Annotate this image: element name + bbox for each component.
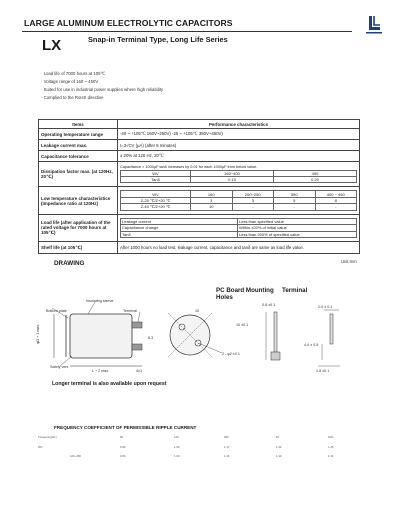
low-temp-wv-cell: 400 ~ 450 xyxy=(315,191,357,197)
label-bottom-plate: Bottom plate xyxy=(46,309,67,313)
label-terminal-c: 1.5 ±0.1 xyxy=(316,369,330,373)
terminal-title: Terminal xyxy=(282,287,308,294)
row-value-shelf: After 1000 hours no load test, leakage current, capacitance and tanδ are same as load life value. xyxy=(118,242,360,254)
low-temp-r1-cell: 3 xyxy=(232,197,274,203)
label-terminal-part: Terminal xyxy=(123,309,137,313)
dissipation-wv-cell: 160~400 xyxy=(191,170,274,176)
dissipation-subtable xyxy=(120,170,357,184)
spec-table xyxy=(38,119,360,254)
low-temp-r1-cell: 3 xyxy=(191,197,233,203)
load-life-item: Capacitance change xyxy=(121,225,238,231)
feature-item: · Complied to the RoHS directive xyxy=(41,95,104,100)
ripple-title: FREQUENCY COEFFICIENT OF PERMISSIBLE RIPPLE CURRENT xyxy=(54,425,197,430)
label-lead-dim: 6.3 xyxy=(148,336,154,340)
label-terminal-d: 2.0 ± 0.1 xyxy=(318,305,333,309)
ripple-cell: 120 xyxy=(174,435,179,439)
row-value-op-temp: -40 ~ +105℃ 160V~250V) -25 ~ +105℃ 350V~450V) xyxy=(118,129,360,140)
row-label-low-temp: Low temperature characteristics (Impedance ratio at 120Hz) xyxy=(39,187,118,215)
low-temp-wv-header: WV xyxy=(121,191,191,197)
label-safety-vent: Safety vent xyxy=(50,365,69,369)
ripple-cell: 1.16 xyxy=(224,454,230,458)
low-temp-wv-cell: 160 xyxy=(191,191,233,197)
ripple-cell: 300 xyxy=(224,435,229,439)
load-life-criterion: Within ±20% of initial value xyxy=(238,225,357,231)
row-value-leakage: I=3√CV (μA) (after 5 minutes) xyxy=(118,140,360,151)
ripple-cell: 1K xyxy=(276,435,280,439)
col-header-performance: Performance characteristics xyxy=(118,120,360,129)
ripple-cell: 0.80 xyxy=(120,445,126,449)
ripple-cell: 1.41 xyxy=(328,454,334,458)
low-temp-r2-cell: - xyxy=(315,204,357,210)
ripple-cell: 50 xyxy=(120,435,124,439)
dissipation-tan-header: Tanδ xyxy=(121,177,191,183)
ripple-cell: 10K~ xyxy=(328,435,335,439)
feature-item: · Load life of 7000 hours at 105℃ xyxy=(41,71,106,76)
low-temp-r1-cell: 8 xyxy=(315,197,357,203)
ripple-cell: 1.30 xyxy=(276,454,282,458)
ripple-cell: 1.45 xyxy=(328,445,334,449)
low-temp-r1-cell: 5 xyxy=(274,197,316,203)
ripple-cell: 0.80 xyxy=(120,454,126,458)
label-terminal-b: 4.0 ± 0.5 xyxy=(304,343,319,347)
ripple-row xyxy=(24,454,380,461)
label-terminal-a: 0.8 ±0.1 xyxy=(262,303,276,307)
label-pcb-spacing: 10 xyxy=(195,309,200,313)
low-temp-subtable xyxy=(120,190,357,210)
dissipation-tan-cell: 0.15 xyxy=(191,177,274,183)
col-header-items: Items xyxy=(39,120,118,129)
label-pcb-hole-dia: 2 - φ2 ±0.1 xyxy=(222,352,240,356)
ripple-cell: 1.17 xyxy=(224,445,230,449)
row-label-cap-tol: Capacitance tolerance xyxy=(39,151,118,162)
label-diameter: φD + 1 max. xyxy=(36,323,40,344)
low-temp-r2-label: Z-40 ℃/Z+20 ℃ xyxy=(121,204,191,210)
load-life-criterion: Less than specified value xyxy=(238,218,357,224)
header-rule xyxy=(22,31,352,32)
load-life-criterion: Less than 200% of specified value xyxy=(238,231,357,237)
low-temp-wv-cell: 350 xyxy=(274,191,316,197)
pcb-holes-drawing xyxy=(162,305,252,365)
pcb-mounting-title: PC Board Mounting Holes xyxy=(216,287,274,301)
ripple-cell: 1.32 xyxy=(276,445,282,449)
row-value-cap-tol: ± 20% at 120 Hz, 20℃ xyxy=(118,151,360,162)
ripple-cell: Frequency(Hz) xyxy=(38,435,57,439)
feature-item: · Suited for use in industrial power supplies where high reliability xyxy=(41,87,164,92)
load-life-subtable xyxy=(120,218,357,238)
series-subtitle: Snap-in Terminal Type, Long Life Series xyxy=(88,35,228,44)
label-insulating-sleeve: Insulating sleeve xyxy=(86,299,114,303)
company-logo xyxy=(365,15,383,35)
dissipation-wv-cell: 450 xyxy=(274,170,357,176)
label-pin-length: 4±1 xyxy=(136,369,143,373)
row-label-op-temp: Operating temperature range xyxy=(39,129,118,140)
low-temp-r1-label: Z-25 ℃/Z+20 ℃ xyxy=(121,197,191,203)
row-label-leakage: Leakage current max. xyxy=(39,140,118,151)
unit-label: Unit:mm xyxy=(341,259,357,264)
ripple-row xyxy=(24,435,380,442)
dissipation-wv-header: WV xyxy=(121,170,191,176)
ripple-row xyxy=(24,445,380,452)
drawing-title: DRAWING xyxy=(54,260,85,267)
series-code: LX xyxy=(42,37,62,54)
terminal-drawing xyxy=(260,300,370,375)
dissipation-note: Capacitance > 1000μF tanδ increases by 0.01 for each 1000μF from below value. xyxy=(120,164,258,169)
drawing-note: Longer terminal is also available upon request xyxy=(52,381,167,387)
catalog-title: LARGE ALUMINUM ELECTROLYTIC CAPACITORS xyxy=(24,18,233,28)
load-life-item: Leakage current xyxy=(121,218,238,224)
ripple-cell: 160~450 xyxy=(70,454,81,458)
ripple-cell: WV xyxy=(38,445,43,449)
label-length: L + 2 max. xyxy=(92,369,110,373)
ripple-cell: 1.00 xyxy=(174,454,180,458)
row-label-load-life: Load life (after application of the rated voltage for 7000 hours at 105℃) xyxy=(39,215,118,242)
row-label-shelf: Shelf life (at 105℃) xyxy=(39,242,118,254)
low-temp-r2-cell: 10 xyxy=(191,204,233,210)
low-temp-wv-cell: 200~250 xyxy=(232,191,274,197)
low-temp-r2-cell: - xyxy=(232,204,274,210)
label-pcb-angle: 10 ±0.1 xyxy=(236,323,249,327)
load-life-item: Tanδ xyxy=(121,231,238,237)
dissipation-tan-cell: 0.20 xyxy=(274,177,357,183)
feature-item: · Voltage range of 160 ~ 450V xyxy=(41,79,99,84)
ripple-cell: 1.00 xyxy=(174,445,180,449)
low-temp-r2-cell: - xyxy=(274,204,316,210)
row-label-dissipation: Dissipation factor max. (at 120Hz, 20℃) xyxy=(39,162,118,187)
